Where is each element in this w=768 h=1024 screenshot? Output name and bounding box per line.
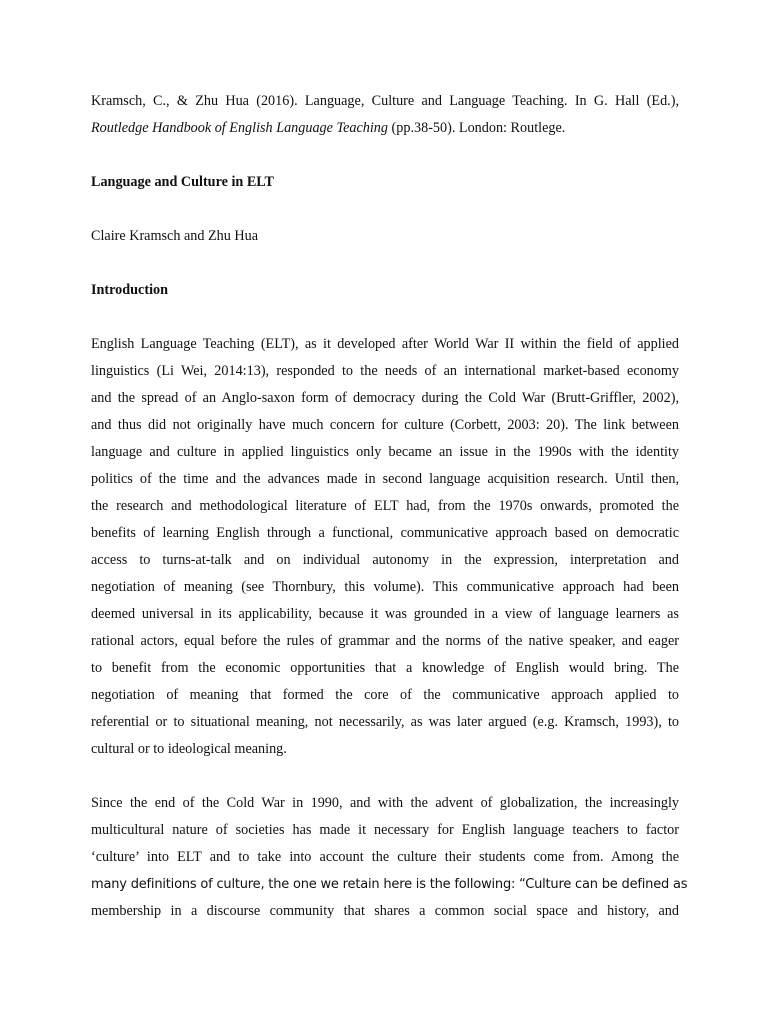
paragraph-2	[91, 790, 688, 925]
paragraph-1-line: deemed universal in its applicability, because it was grounded in a view of language learners as	[91, 606, 679, 622]
paragraph-1-line: to benefit from the economic opportunities that a knowledge of English would bring. The	[91, 660, 679, 676]
paragraph-1-line: negotiation of meaning (see Thornbury, this volume). This communicative approach had been	[91, 579, 679, 595]
paragraph-1-line: politics of the time and the advances made in second language acquisition research. Until then,	[91, 471, 679, 487]
paragraph-1-line: benefits of learning English through a functional, communicative approach based on democratic	[91, 525, 679, 541]
citation-line-1: Kramsch, C., & Zhu Hua (2016). Language, Culture and Language Teaching. In G. Hall (Ed.),	[91, 93, 679, 109]
paragraph-2-line: ‘culture’ into ELT and to take into account the culture their students come from. Among the	[91, 849, 679, 865]
citation-book-title: Routledge Handbook of English Language Teaching	[91, 120, 388, 136]
document-title: Language and Culture in ELT	[91, 174, 274, 190]
section-heading-introduction: Introduction	[91, 282, 168, 298]
paragraph-1-line: English Language Teaching (ELT), as it developed after World War II within the field of applied	[91, 336, 679, 352]
paragraph-2-line: multicultural nature of societies has made it necessary for English language teachers to factor	[91, 822, 679, 838]
paragraph-1-line: language and culture in applied linguistics only became an issue in the 1990s with the identity	[91, 444, 679, 460]
authors-line: Claire Kramsch and Zhu Hua	[91, 228, 259, 244]
paragraph-1-line: linguistics (Li Wei, 2014:13), responded to the needs of an international market-based economy	[91, 363, 679, 379]
paragraph-2-line: Since the end of the Cold War in 1990, and with the advent of globalization, the increasingly	[91, 795, 679, 811]
paragraph-1-line: and thus did not originally have much concern for culture (Corbett, 2003: 20). The link between	[91, 417, 679, 433]
paragraph-2-line: many definitions of culture, the one we retain here is the following: “Culture can be defined as	[91, 877, 688, 892]
paragraph-1-line: access to turns-at-talk and on individual autonomy in the expression, interpretation and	[91, 552, 679, 568]
paragraph-1-line: and the spread of an Anglo-saxon form of democracy during the Cold War (Brutt-Griffler, 2002),	[91, 390, 679, 406]
paragraph-1-line: cultural or to ideological meaning.	[91, 741, 287, 757]
paragraph-1-line: referential or to situational meaning, not necessarily, as was later argued (e.g. Kramsch, 1993), to	[91, 714, 679, 730]
citation-pages-publisher: (pp.38-50). London: Routlege.	[388, 120, 566, 136]
document-page	[91, 88, 688, 952]
citation	[91, 88, 679, 142]
citation-line-2	[91, 115, 679, 142]
paragraph-1-line: the research and methodological literature of ELT had, from the 1970s onwards, promoted the	[91, 498, 679, 514]
paragraph-1-line: negotiation of meaning that formed the core of the communicative approach applied to	[91, 687, 679, 703]
paragraph-1-line: rational actors, equal before the rules of grammar and the norms of the native speaker, and eager	[91, 633, 679, 649]
paragraph-1	[91, 331, 679, 763]
paragraph-2-line: membership in a discourse community that shares a common social space and history, and	[91, 903, 679, 919]
